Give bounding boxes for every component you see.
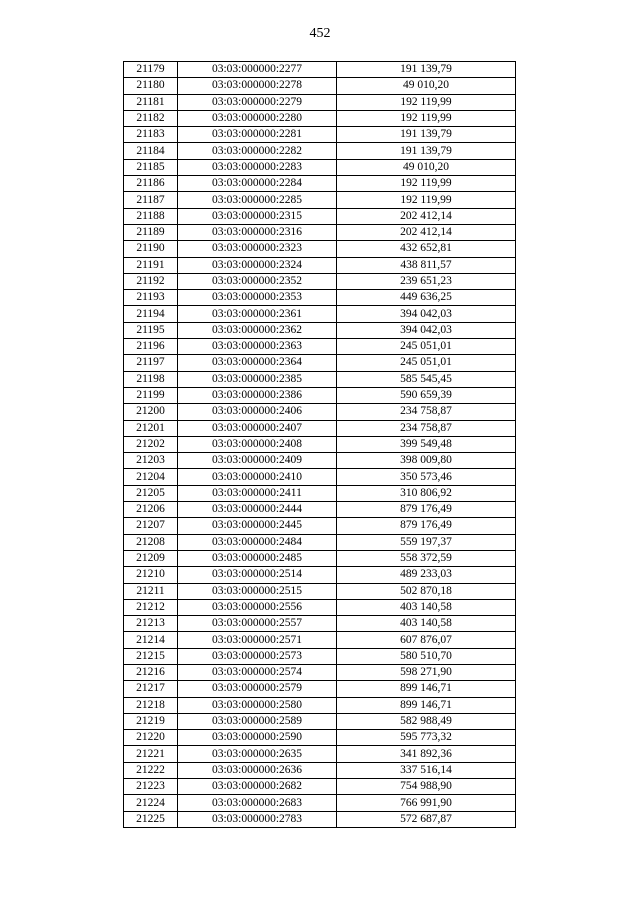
cadastral-value-cell: 49 010,20 <box>337 159 516 175</box>
row-number-cell: 21181 <box>124 94 178 110</box>
table-row <box>124 762 516 778</box>
cadastral-value-cell: 192 119,99 <box>337 94 516 110</box>
cadastral-number-cell: 03:03:000000:2515 <box>178 583 337 599</box>
table-row <box>124 257 516 273</box>
row-number-cell: 21199 <box>124 387 178 403</box>
row-number-cell: 21219 <box>124 713 178 729</box>
cadastral-value-cell: 590 659,39 <box>337 387 516 403</box>
table-row <box>124 387 516 403</box>
table-row <box>124 322 516 338</box>
row-number-cell: 21190 <box>124 241 178 257</box>
row-number-cell: 21214 <box>124 632 178 648</box>
cadastral-number-cell: 03:03:000000:2683 <box>178 795 337 811</box>
row-number-cell: 21198 <box>124 371 178 387</box>
table-row <box>124 730 516 746</box>
cadastral-number-cell: 03:03:000000:2589 <box>178 713 337 729</box>
table-row <box>124 616 516 632</box>
cadastral-value-cell: 399 549,48 <box>337 436 516 452</box>
table-row <box>124 746 516 762</box>
cadastral-number-cell: 03:03:000000:2484 <box>178 534 337 550</box>
table-row <box>124 599 516 615</box>
cadastral-value-cell: 245 051,01 <box>337 355 516 371</box>
cadastral-value-cell: 879 176,49 <box>337 502 516 518</box>
table-row <box>124 632 516 648</box>
row-number-cell: 21183 <box>124 127 178 143</box>
cadastral-value-cell: 582 988,49 <box>337 713 516 729</box>
cadastral-number-cell: 03:03:000000:2315 <box>178 208 337 224</box>
table-row <box>124 306 516 322</box>
row-number-cell: 21221 <box>124 746 178 762</box>
table-row <box>124 664 516 680</box>
cadastral-value-cell: 449 636,25 <box>337 290 516 306</box>
cadastral-value-cell: 337 516,14 <box>337 762 516 778</box>
table-row <box>124 681 516 697</box>
cadastral-value-cell: 558 372,59 <box>337 550 516 566</box>
cadastral-value-cell: 403 140,58 <box>337 616 516 632</box>
table-row <box>124 420 516 436</box>
table-row <box>124 208 516 224</box>
row-number-cell: 21187 <box>124 192 178 208</box>
row-number-cell: 21207 <box>124 518 178 534</box>
table-row <box>124 62 516 78</box>
cadastral-value-cell: 192 119,99 <box>337 176 516 192</box>
cadastral-value-cell: 899 146,71 <box>337 681 516 697</box>
row-number-cell: 21210 <box>124 567 178 583</box>
row-number-cell: 21225 <box>124 811 178 827</box>
table-row <box>124 371 516 387</box>
cadastral-number-cell: 03:03:000000:2281 <box>178 127 337 143</box>
row-number-cell: 21197 <box>124 355 178 371</box>
row-number-cell: 21186 <box>124 176 178 192</box>
table-row <box>124 795 516 811</box>
cadastral-value-cell: 239 651,23 <box>337 273 516 289</box>
cadastral-value-cell: 234 758,87 <box>337 404 516 420</box>
row-number-cell: 21180 <box>124 78 178 94</box>
row-number-cell: 21203 <box>124 453 178 469</box>
cadastral-number-cell: 03:03:000000:2407 <box>178 420 337 436</box>
cadastral-value-cell: 310 806,92 <box>337 485 516 501</box>
table-row <box>124 436 516 452</box>
cadastral-value-cell: 394 042,03 <box>337 306 516 322</box>
cadastral-value-cell: 598 271,90 <box>337 664 516 680</box>
row-number-cell: 21218 <box>124 697 178 713</box>
cadastral-value-cell: 438 811,57 <box>337 257 516 273</box>
row-number-cell: 21222 <box>124 762 178 778</box>
table-body <box>124 62 516 828</box>
table-row <box>124 110 516 126</box>
cadastral-number-cell: 03:03:000000:2445 <box>178 518 337 534</box>
cadastral-value-cell: 202 412,14 <box>337 224 516 240</box>
table-row <box>124 534 516 550</box>
row-number-cell: 21206 <box>124 502 178 518</box>
cadastral-value-cell: 341 892,36 <box>337 746 516 762</box>
table-row <box>124 697 516 713</box>
cadastral-number-cell: 03:03:000000:2409 <box>178 453 337 469</box>
table-row <box>124 713 516 729</box>
cadastral-value-cell: 398 009,80 <box>337 453 516 469</box>
cadastral-number-cell: 03:03:000000:2783 <box>178 811 337 827</box>
cadastral-number-cell: 03:03:000000:2385 <box>178 371 337 387</box>
cadastral-number-cell: 03:03:000000:2285 <box>178 192 337 208</box>
cadastral-value-cell: 580 510,70 <box>337 648 516 664</box>
cadastral-number-cell: 03:03:000000:2571 <box>178 632 337 648</box>
row-number-cell: 21215 <box>124 648 178 664</box>
table-row <box>124 94 516 110</box>
cadastral-number-cell: 03:03:000000:2282 <box>178 143 337 159</box>
cadastral-number-cell: 03:03:000000:2284 <box>178 176 337 192</box>
table-row <box>124 567 516 583</box>
cadastral-value-cell: 192 119,99 <box>337 192 516 208</box>
row-number-cell: 21202 <box>124 436 178 452</box>
table-row <box>124 192 516 208</box>
row-number-cell: 21184 <box>124 143 178 159</box>
row-number-cell: 21195 <box>124 322 178 338</box>
row-number-cell: 21191 <box>124 257 178 273</box>
cadastral-value-cell: 192 119,99 <box>337 110 516 126</box>
cadastral-number-cell: 03:03:000000:2636 <box>178 762 337 778</box>
cadastral-number-cell: 03:03:000000:2364 <box>178 355 337 371</box>
table-row <box>124 583 516 599</box>
cadastral-number-cell: 03:03:000000:2353 <box>178 290 337 306</box>
table-row <box>124 518 516 534</box>
table-row <box>124 811 516 827</box>
cadastral-value-cell: 191 139,79 <box>337 143 516 159</box>
cadastral-number-cell: 03:03:000000:2279 <box>178 94 337 110</box>
cadastral-number-cell: 03:03:000000:2363 <box>178 339 337 355</box>
cadastral-value-cell: 234 758,87 <box>337 420 516 436</box>
cadastral-value-cell: 879 176,49 <box>337 518 516 534</box>
table-row <box>124 502 516 518</box>
cadastral-value-cell: 432 652,81 <box>337 241 516 257</box>
cadastral-value-table <box>123 61 516 828</box>
row-number-cell: 21192 <box>124 273 178 289</box>
cadastral-value-cell: 899 146,71 <box>337 697 516 713</box>
table-row <box>124 127 516 143</box>
row-number-cell: 21220 <box>124 730 178 746</box>
cadastral-value-cell: 350 573,46 <box>337 469 516 485</box>
cadastral-value-cell: 572 687,87 <box>337 811 516 827</box>
cadastral-value-cell: 191 139,79 <box>337 62 516 78</box>
row-number-cell: 21213 <box>124 616 178 632</box>
row-number-cell: 21216 <box>124 664 178 680</box>
table-row <box>124 224 516 240</box>
cadastral-number-cell: 03:03:000000:2580 <box>178 697 337 713</box>
table-row <box>124 176 516 192</box>
cadastral-value-cell: 489 233,03 <box>337 567 516 583</box>
cadastral-number-cell: 03:03:000000:2386 <box>178 387 337 403</box>
row-number-cell: 21205 <box>124 485 178 501</box>
row-number-cell: 21194 <box>124 306 178 322</box>
cadastral-value-cell: 502 870,18 <box>337 583 516 599</box>
cadastral-number-cell: 03:03:000000:2557 <box>178 616 337 632</box>
cadastral-number-cell: 03:03:000000:2556 <box>178 599 337 615</box>
cadastral-number-cell: 03:03:000000:2682 <box>178 779 337 795</box>
cadastral-value-cell: 245 051,01 <box>337 339 516 355</box>
cadastral-value-cell: 191 139,79 <box>337 127 516 143</box>
row-number-cell: 21223 <box>124 779 178 795</box>
cadastral-number-cell: 03:03:000000:2362 <box>178 322 337 338</box>
table-row <box>124 355 516 371</box>
cadastral-value-cell: 754 988,90 <box>337 779 516 795</box>
table-row <box>124 290 516 306</box>
cadastral-value-cell: 202 412,14 <box>337 208 516 224</box>
row-number-cell: 21182 <box>124 110 178 126</box>
row-number-cell: 21179 <box>124 62 178 78</box>
cadastral-number-cell: 03:03:000000:2444 <box>178 502 337 518</box>
row-number-cell: 21193 <box>124 290 178 306</box>
cadastral-number-cell: 03:03:000000:2411 <box>178 485 337 501</box>
cadastral-value-cell: 766 991,90 <box>337 795 516 811</box>
table-row <box>124 469 516 485</box>
row-number-cell: 21209 <box>124 550 178 566</box>
row-number-cell: 21204 <box>124 469 178 485</box>
row-number-cell: 21189 <box>124 224 178 240</box>
cadastral-number-cell: 03:03:000000:2514 <box>178 567 337 583</box>
table-row <box>124 404 516 420</box>
row-number-cell: 21201 <box>124 420 178 436</box>
table-row <box>124 779 516 795</box>
table-row <box>124 485 516 501</box>
cadastral-value-cell: 403 140,58 <box>337 599 516 615</box>
cadastral-number-cell: 03:03:000000:2573 <box>178 648 337 664</box>
row-number-cell: 21185 <box>124 159 178 175</box>
table-row <box>124 78 516 94</box>
cadastral-number-cell: 03:03:000000:2352 <box>178 273 337 289</box>
cadastral-value-cell: 585 545,45 <box>337 371 516 387</box>
row-number-cell: 21208 <box>124 534 178 550</box>
cadastral-value-cell: 559 197,37 <box>337 534 516 550</box>
table-row <box>124 453 516 469</box>
cadastral-number-cell: 03:03:000000:2324 <box>178 257 337 273</box>
table-row <box>124 241 516 257</box>
cadastral-number-cell: 03:03:000000:2485 <box>178 550 337 566</box>
cadastral-number-cell: 03:03:000000:2410 <box>178 469 337 485</box>
row-number-cell: 21211 <box>124 583 178 599</box>
cadastral-number-cell: 03:03:000000:2316 <box>178 224 337 240</box>
cadastral-value-cell: 607 876,07 <box>337 632 516 648</box>
cadastral-value-cell: 49 010,20 <box>337 78 516 94</box>
cadastral-number-cell: 03:03:000000:2280 <box>178 110 337 126</box>
cadastral-number-cell: 03:03:000000:2590 <box>178 730 337 746</box>
cadastral-number-cell: 03:03:000000:2406 <box>178 404 337 420</box>
cadastral-value-cell: 595 773,32 <box>337 730 516 746</box>
row-number-cell: 21217 <box>124 681 178 697</box>
cadastral-number-cell: 03:03:000000:2278 <box>178 78 337 94</box>
row-number-cell: 21196 <box>124 339 178 355</box>
cadastral-number-cell: 03:03:000000:2283 <box>178 159 337 175</box>
cadastral-number-cell: 03:03:000000:2574 <box>178 664 337 680</box>
cadastral-value-cell: 394 042,03 <box>337 322 516 338</box>
table-row <box>124 273 516 289</box>
cadastral-number-cell: 03:03:000000:2579 <box>178 681 337 697</box>
cadastral-number-cell: 03:03:000000:2361 <box>178 306 337 322</box>
row-number-cell: 21212 <box>124 599 178 615</box>
row-number-cell: 21188 <box>124 208 178 224</box>
cadastral-number-cell: 03:03:000000:2635 <box>178 746 337 762</box>
table-row <box>124 143 516 159</box>
cadastral-number-cell: 03:03:000000:2408 <box>178 436 337 452</box>
table-row <box>124 159 516 175</box>
table-row <box>124 550 516 566</box>
row-number-cell: 21224 <box>124 795 178 811</box>
table-row <box>124 648 516 664</box>
cadastral-number-cell: 03:03:000000:2323 <box>178 241 337 257</box>
cadastral-number-cell: 03:03:000000:2277 <box>178 62 337 78</box>
page-number: 452 <box>309 26 331 41</box>
table-row <box>124 339 516 355</box>
row-number-cell: 21200 <box>124 404 178 420</box>
